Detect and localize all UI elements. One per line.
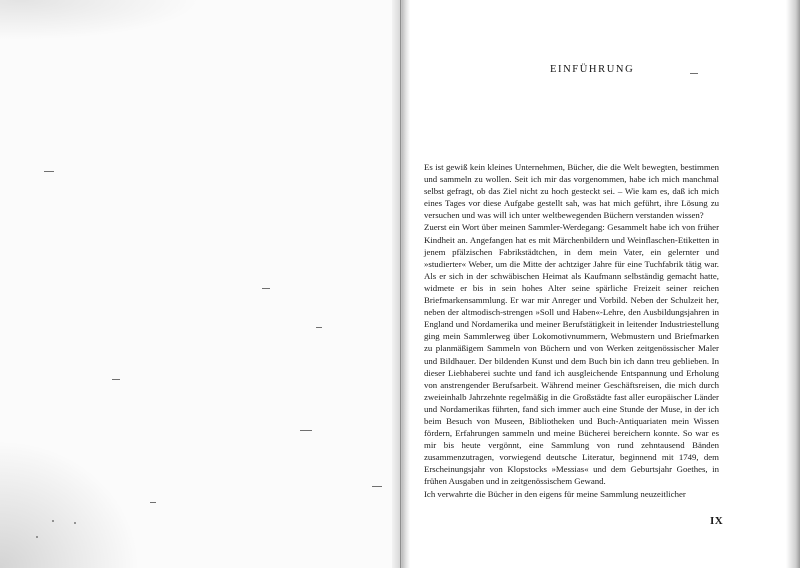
ink-bleed-mark	[44, 171, 54, 172]
body-text	[424, 161, 719, 500]
scan-speck	[52, 520, 54, 522]
ink-bleed-mark	[316, 327, 322, 328]
ink-bleed-mark	[150, 502, 156, 503]
paragraph: Es ist gewiß kein kleines Unternehmen, Bücher, die die Welt bewegten, bestimmen und sammeln zu wollen. Seit ich mir das vorgenommen, habe ich mich manchmal selbst gefragt, ob das Ziel nicht zu hoch gesteckt sei. – Wie kam es, daß ich mich eines Tages vor diese Aufgabe gestellt sah, was hat mich geführt, ihre Lösung zu versuchen und was will ich unter weltbewegenden Büchern verstanden wissen?	[424, 162, 719, 221]
left-page-blank	[0, 0, 396, 568]
running-head: EINFÜHRUNG	[550, 64, 635, 75]
ink-bleed-mark	[372, 486, 382, 487]
paragraph: Ich verwahrte die Bücher in den eigens für meine Sammlung neuzeitlicher	[424, 488, 686, 499]
book-gutter-line	[400, 0, 401, 568]
ink-bleed-mark	[112, 379, 120, 380]
book-gutter-shadow	[392, 0, 410, 568]
scan-shadow-bottom-left	[0, 440, 140, 568]
ink-bleed-mark	[300, 430, 312, 431]
scan-speck	[36, 536, 38, 538]
right-page	[410, 0, 786, 568]
ink-bleed-mark	[690, 73, 698, 74]
paragraph: Zuerst ein Wort über meinen Sammler-Werdegang: Gesammelt habe ich von früher Kindheit an. Angefangen hat es mit Märchenbildern und Weinflaschen-Etiketten in jenem pfälzischen Fabrikstädtchen, in dem mein Vater, ein gelernter und »studierter« Weber, um die Mitte der achtziger Jahre für eine Tuchfabrik tätig war. Als er sich in der schwäbischen Heimat als Kaufmann selbständig gemacht hatte, widmete er bis in sein hohes Alter seine spärliche Freizeit seiner reichen Briefmarkensammlung. Er war mir Anreger und Vorbild. Neben der Schulzeit her, neben der altmodisch-strengen »Soll und Haben«-Lehre, den Ausbildungsjahren in England und Nordamerika und meiner Berufstätigkeit in leitender Industriestellung ging mein Sammlerweg über Lokomotivnummern, Webmustern und Briefmarken zu planmäßigem Sammeln von Büchern und von Werken zeitgenössischer Maler und Bildhauer. Der bildenden Kunst und dem Buch bin ich dann treu geblieben. In dieser Liebhaberei suchte und fand ich ausgleichende Entspannung und Erholung von anstrengender Berufsarbeit. Während meiner Geschäftsreisen, die mich durch zweieinhalb Jahrzehnte regelmäßig in die Großstädte fast aller europäischer Länder und Nordamerikas führten, fand sich immer auch eine Stunde der Muse, in der ich beim Besuch von Museen, Bibliotheken und Buch-Antiquariaten mein Wissen fördern, Erfahrungen sammeln und meine Bücherei bereichern konnte. So war es mir bis heute vergönnt, eine Sammlung von rund zehntausend Bänden zusammenzutragen, vorwiegend deutsche Literatur, beginnend mit 1749, dem Erscheinungsjahr von Klopstocks »Messias« und dem Geburtsjahr Goethes, in frühen Ausgaben und in zeitgenössischem Gewand.	[424, 222, 719, 487]
scan-right-edge-shadow	[786, 0, 800, 568]
ink-bleed-mark	[262, 288, 270, 289]
scan-speck	[74, 522, 76, 524]
page-number: IX	[710, 515, 724, 527]
scan-shadow-top-left	[0, 0, 200, 40]
